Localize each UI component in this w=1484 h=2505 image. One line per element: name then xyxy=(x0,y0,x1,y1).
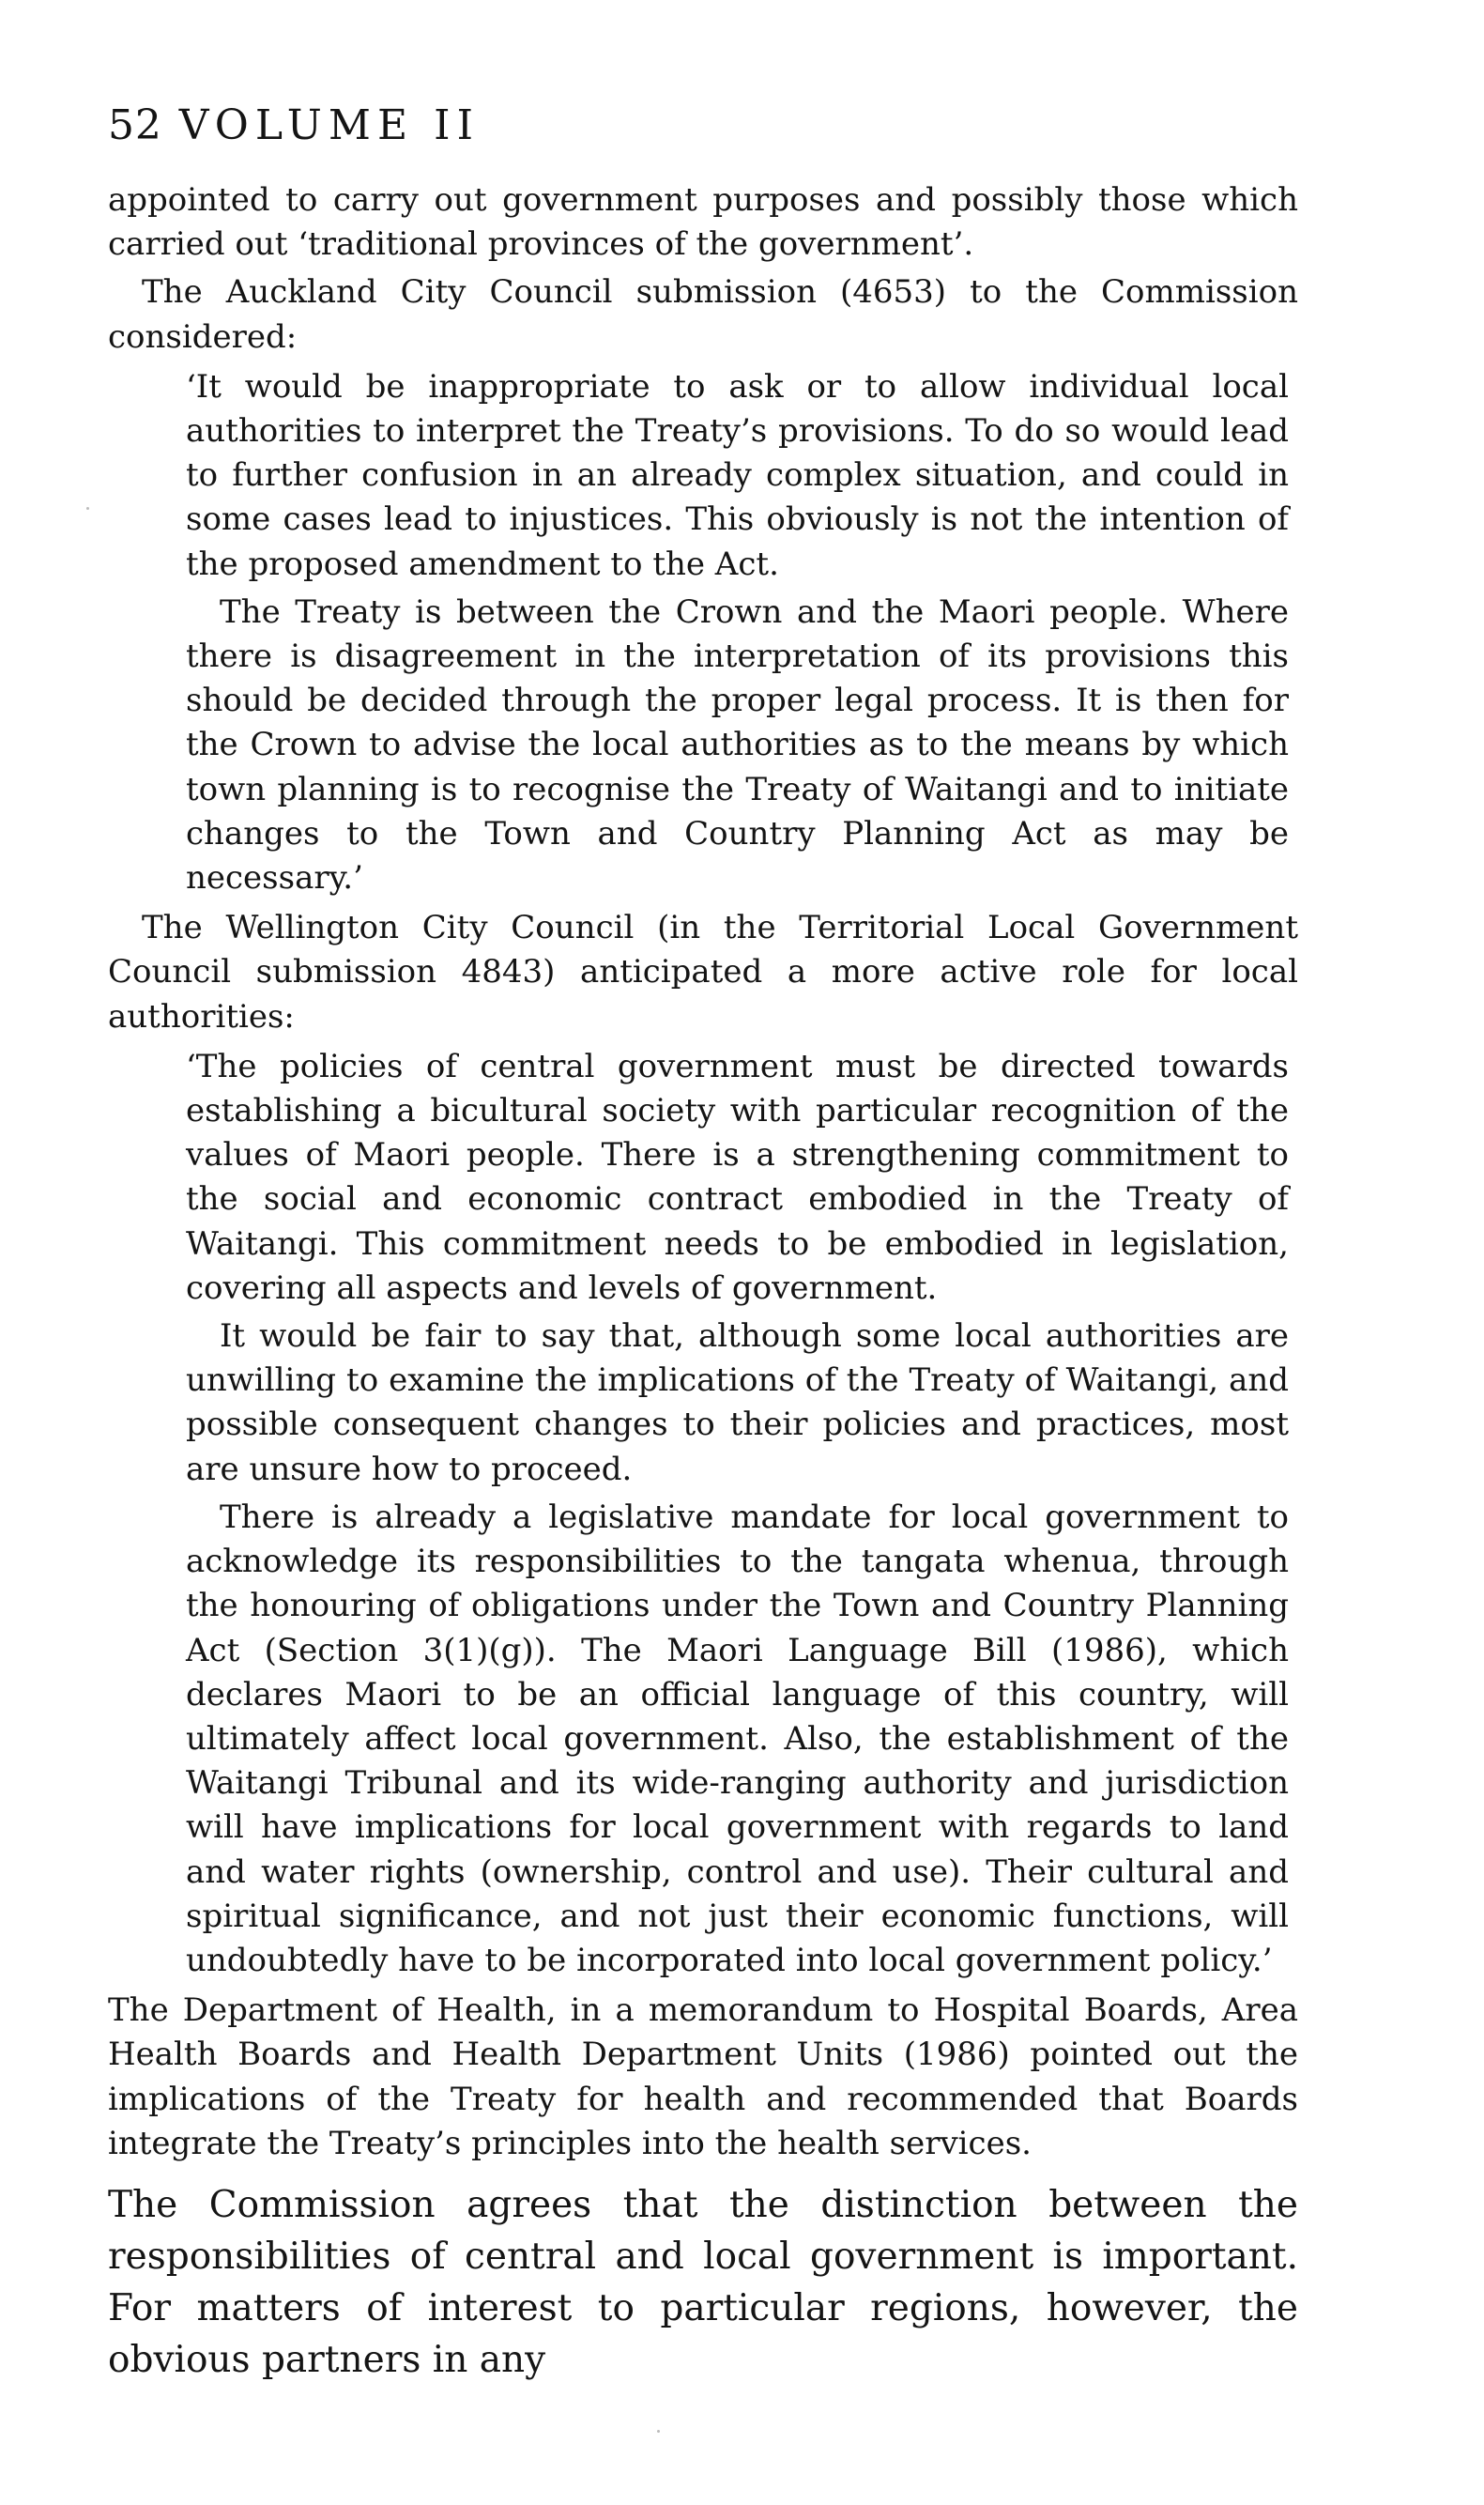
running-title: VOLUME II xyxy=(178,101,480,149)
block-quote-wellington xyxy=(186,1045,1289,1983)
paragraph-wellington-intro: The Wellington City Council (in the Territorial Local Government Council submission 4843) anticipated a more active role for local authorities: xyxy=(108,909,1298,1036)
paragraph-commission-finding: The Commission agrees that the distinction between the responsibilities of central and local government is important. For matters of interest to particular regions, however, the obvious partners in any xyxy=(108,2183,1298,2381)
scan-speck xyxy=(657,2430,660,2433)
scan-speck xyxy=(86,507,89,510)
paragraph-health: The Department of Health, in a memorandum to Hospital Boards, Area Health Boards and Health Department Units (1986) pointed out the implications of the Treaty for health and recommended that Boards integrate the Treaty’s principles into the health services. xyxy=(108,1991,1298,2162)
quote-paragraph: ‘The policies of central government must be directed towards establishing a bicultural society with particular recognition of the values of Maori people. There is a strengthening commitment to the social and economic contract embodied in the Treaty of Waitangi. This commitment needs to be embodied in legislation, covering all aspects and levels of government. xyxy=(186,1047,1289,1307)
block-quote-auckland xyxy=(186,365,1289,900)
page-body xyxy=(108,178,1298,2386)
running-header xyxy=(108,101,480,149)
quote-paragraph: There is already a legislative mandate for local government to acknowledge its responsibilities to the tangata whenua, through the honouring of obligations under the Town and Country Planning Act (Section 3(1)(g)). The Maori Language Bill (1986), which declares Maori to be an official language of this country, will ultimately affect local government. Also, the establishment of the Waitangi Tribunal and its wide-ranging authority and jurisdiction will have implications for local government with regards to land and water rights (ownership, control and use). Their cultural and spiritual significance, and not just their economic functions, will undoubtedly have to be incorporated into local government policy.’ xyxy=(186,1498,1289,1979)
page-number: 52 xyxy=(108,101,162,149)
paragraph-auckland-intro: The Auckland City Council submission (4653) to the Commission considered: xyxy=(108,273,1298,356)
quote-paragraph: The Treaty is between the Crown and the Maori people. Where there is disagreement in the interpretation of its provisions this should be decided through the proper legal process. It is then for the Crown to advise the local authorities as to the means by which town planning is to recognise the Treaty of Waitangi and to initiate changes to the Town and Country Planning Act as may be necessary.’ xyxy=(186,592,1289,898)
quote-paragraph: It would be fair to say that, although some local authorities are unwilling to examine the implications of the Treaty of Waitangi, and possible consequent changes to their policies and practices, most are unsure how to proceed. xyxy=(186,1317,1289,1488)
paragraph-continuation: appointed to carry out government purposes and possibly those which carried out ‘traditional provinces of the government’. xyxy=(108,181,1298,264)
quote-paragraph: ‘It would be inappropriate to ask or to allow individual local authorities to interpret the Treaty’s provisions. To do so would lead to further confusion in an already complex situation, and could in some cases lead to injustices. This obviously is not the intention of the proposed amendment to the Act. xyxy=(186,367,1289,583)
